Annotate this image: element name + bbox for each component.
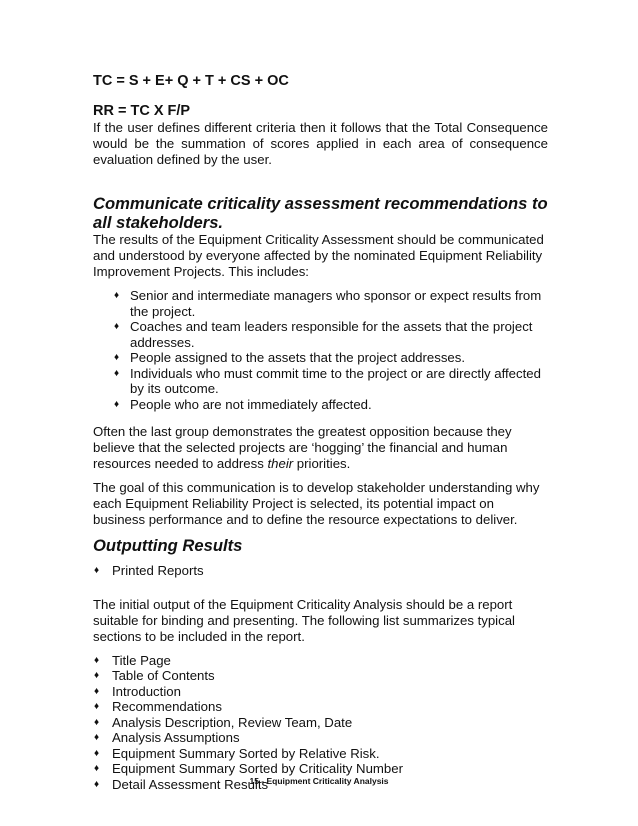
list-item: ♦ Printed Reports	[94, 563, 204, 578]
diamond-bullet-icon: ♦	[114, 321, 120, 332]
diamond-bullet-icon: ♦	[94, 654, 100, 666]
output-format-list	[93, 563, 548, 579]
communicate-intro: The results of the Equipment Criticality Assessment should be communicated and understood by everyone affected by the nominated Equipment Reliability Improvement Projects. This includes:	[93, 232, 544, 279]
goal-paragraph: The goal of this communication is to develop stakeholder understanding why each Equipment Reliability Project is selected, its potential impact on business performance and to define the resource expectations to deliver.	[93, 480, 540, 527]
list-item: ♦ Analysis Assumptions	[94, 730, 240, 745]
list-item: ♦ Recommendations	[94, 699, 222, 714]
list-item: ♦ Individuals who must commit time to the project or are directly affected by its outcome.	[114, 365, 541, 396]
diamond-bullet-icon: ♦	[114, 352, 120, 363]
list-item: ♦ Analysis Description, Review Team, Date	[94, 714, 353, 730]
outputting-heading: Outputting Results	[93, 536, 243, 555]
list-item: ♦ Senior and intermediate managers who sponsor or expect results from the project.	[114, 288, 542, 319]
list-item: ♦ Title Page	[94, 652, 171, 668]
diamond-bullet-icon: ♦	[94, 778, 100, 790]
list-item: ♦ Detail Assessment Results	[94, 776, 269, 792]
page-footer: 15 - Equipment Criticality Analysis	[249, 776, 389, 786]
report-intro-paragraph: The initial output of the Equipment Criticality Analysis should be a report suitable for binding and presenting. The following list summarizes typical sections to be included in the report.	[93, 596, 515, 644]
relative-risk-formula: RR = TC X F/P	[93, 103, 191, 119]
emphasis-their: their	[267, 456, 294, 471]
stakeholder-list	[93, 288, 548, 412]
diamond-bullet-icon: ♦	[94, 716, 100, 728]
diamond-bullet-icon: ♦	[114, 398, 120, 410]
page-content	[93, 72, 548, 792]
list-item: ♦ Table of Contents	[94, 668, 215, 683]
diamond-bullet-icon: ♦	[94, 565, 100, 576]
total-consequence-formula: TC = S + E+ Q + T + CS + OC	[93, 73, 289, 89]
diamond-bullet-icon: ♦	[94, 747, 100, 759]
list-item: ♦ Introduction	[94, 683, 181, 699]
diamond-bullet-icon: ♦	[94, 701, 100, 712]
consequence-paragraph: If the user defines different criteria then it follows that the Total Consequence would be the summation of scores applied in each area of consequence evaluation defined by the user.	[93, 120, 548, 167]
diamond-bullet-icon: ♦	[94, 685, 100, 697]
diamond-bullet-icon: ♦	[94, 670, 100, 681]
diamond-bullet-icon: ♦	[94, 732, 100, 743]
opposition-paragraph: Often the last group demonstrates the greatest opposition because they believe that the selected projects are ‘hogging’ the financial and human resources needed to address their priorities.	[93, 424, 512, 471]
communicate-heading: Communicate criticality assessment recommendations to all stakeholders.	[93, 194, 548, 232]
list-item: ♦ Equipment Summary Sorted by Relative Risk.	[94, 745, 380, 761]
list-item: ♦ Equipment Summary Sorted by Criticality Number	[94, 761, 403, 776]
list-item: ♦ People assigned to the assets that the project addresses.	[114, 350, 466, 365]
diamond-bullet-icon: ♦	[114, 290, 120, 301]
report-sections-list	[93, 653, 548, 793]
diamond-bullet-icon: ♦	[114, 367, 120, 379]
list-item: ♦ People who are not immediately affected.	[114, 396, 372, 412]
list-item: ♦ Coaches and team leaders responsible for the assets that the project addresses.	[114, 319, 533, 350]
diamond-bullet-icon: ♦	[94, 763, 100, 774]
